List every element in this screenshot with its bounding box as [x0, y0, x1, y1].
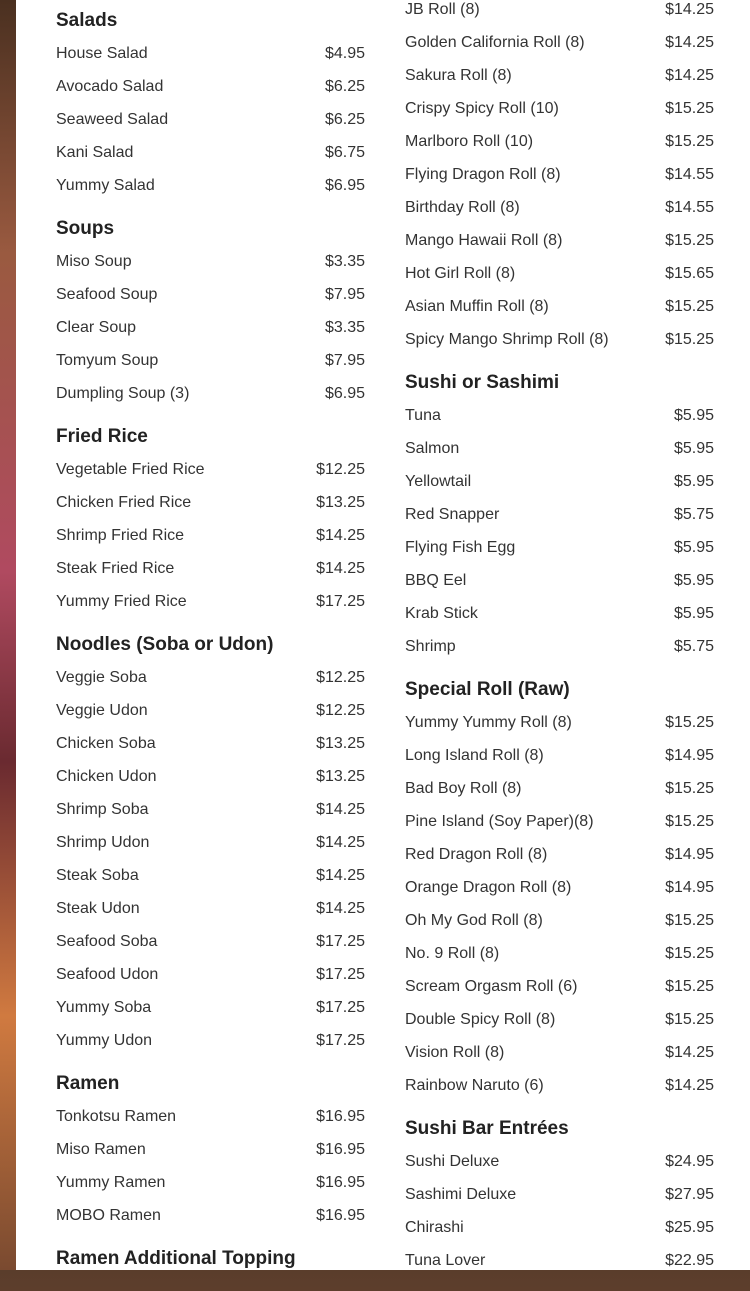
menu-item-name: Kani Salad: [56, 143, 134, 161]
menu-item-name: Bad Boy Roll (8): [405, 779, 522, 797]
menu-item: [405, 531, 714, 564]
menu-item-name: Birthday Roll (8): [405, 198, 520, 216]
menu-item-name: Rainbow Naruto (6): [405, 1076, 544, 1094]
menu-item: [56, 585, 365, 618]
menu-item-price: $14.55: [665, 165, 714, 183]
menu-item-price: $5.95: [673, 571, 714, 589]
menu-item: [56, 661, 365, 694]
menu-item-price: $15.25: [665, 977, 714, 995]
menu-item: [56, 760, 365, 793]
menu-item: [56, 486, 365, 519]
menu-item-name: Tuna: [405, 406, 441, 424]
section-title: Sushi or Sashimi: [405, 372, 560, 393]
section-title: Salads: [56, 10, 118, 31]
menu-item-name: Veggie Soba: [56, 668, 147, 686]
menu-item-name: House Salad: [56, 44, 148, 62]
menu-item-price: $17.25: [316, 998, 365, 1016]
menu-item-name: Miso Soup: [56, 252, 132, 270]
menu-item: [405, 706, 714, 739]
menu-item-price: $15.25: [665, 99, 714, 117]
menu-item-name: Double Spicy Roll (8): [405, 1010, 556, 1028]
menu-item-name: Golden California Roll (8): [405, 33, 585, 51]
menu-item-name: Yummy Fried Rice: [56, 592, 187, 610]
menu-item: [405, 498, 714, 531]
menu-item-name: Yummy Soba: [56, 998, 152, 1016]
menu-item-price: $3.35: [324, 252, 365, 270]
section-title: Fried Rice: [56, 426, 148, 447]
menu-item-name: Flying Fish Egg: [405, 538, 516, 556]
menu-item-name: Chicken Udon: [56, 767, 157, 785]
menu-item: [56, 859, 365, 892]
menu-item-price: $14.95: [665, 878, 714, 896]
menu-item-price: $15.25: [665, 911, 714, 929]
menu-item-price: $7.95: [324, 285, 365, 303]
menu-item: [56, 103, 365, 136]
menu-item-price: $14.25: [665, 66, 714, 84]
menu-item-name: Marlboro Roll (10): [405, 132, 534, 150]
menu-item-name: Steak Fried Rice: [56, 559, 175, 577]
menu-item-price: $15.25: [665, 297, 714, 315]
menu-item: [405, 937, 714, 970]
menu-item: [56, 136, 365, 169]
menu-section-sushi-or-sashimi: [405, 370, 714, 663]
menu-item-price: $12.25: [316, 701, 365, 719]
menu-item: [56, 453, 365, 486]
menu-item-price: $22.95: [665, 1251, 714, 1269]
menu-item: [405, 1036, 714, 1069]
menu-item-price: $17.25: [316, 932, 365, 950]
menu-item: [405, 805, 714, 838]
menu-item-name: No. 9 Roll (8): [405, 944, 500, 962]
menu-item-name: MOBO Ramen: [56, 1206, 161, 1224]
menu-item-name: Mango Hawaii Roll (8): [405, 231, 563, 249]
menu-item-price: $5.95: [673, 406, 714, 424]
menu-item-name: Spicy Mango Shrimp Roll (8): [405, 330, 609, 348]
menu-item-price: $17.25: [316, 592, 365, 610]
menu-item-price: $25.95: [665, 1218, 714, 1236]
menu-section-continued: [405, 0, 714, 356]
menu-item-price: $15.25: [665, 132, 714, 150]
menu-item: [56, 169, 365, 202]
menu-item: [56, 727, 365, 760]
menu-item-price: $5.75: [673, 637, 714, 655]
menu-item: [56, 826, 365, 859]
menu-item-price: $16.95: [316, 1140, 365, 1158]
menu-section-ramen-additional-topping: [56, 1246, 365, 1272]
menu-item-price: $14.25: [665, 1076, 714, 1094]
menu-item-price: $16.95: [316, 1107, 365, 1125]
menu-item-name: Sushi Deluxe: [405, 1152, 500, 1170]
menu-item: [405, 191, 714, 224]
menu-item-name: BBQ Eel: [405, 571, 467, 589]
menu-item: [405, 0, 714, 26]
menu-item-name: Seafood Soup: [56, 285, 158, 303]
menu-item-name: Vegetable Fried Rice: [56, 460, 205, 478]
menu-item: [405, 224, 714, 257]
menu-item-name: JB Roll (8): [405, 0, 480, 18]
menu-item: [405, 1003, 714, 1036]
menu-item-price: $15.65: [665, 264, 714, 282]
menu-item: [56, 1100, 365, 1133]
menu-item-name: Chirashi: [405, 1218, 464, 1236]
menu-item-price: $14.95: [665, 845, 714, 863]
menu-item-price: $15.25: [665, 944, 714, 962]
menu-item-name: Scream Orgasm Roll (6): [405, 977, 578, 995]
menu-item-price: $13.25: [316, 767, 365, 785]
menu-item-name: Shrimp Soba: [56, 800, 149, 818]
menu-item-name: Veggie Udon: [56, 701, 148, 719]
menu-item: [405, 125, 714, 158]
menu-item: [56, 958, 365, 991]
menu-item-price: $15.25: [665, 713, 714, 731]
menu-item-price: $16.95: [316, 1206, 365, 1224]
background-strip: [0, 0, 16, 1270]
menu-item: [56, 311, 365, 344]
menu-item-price: $5.75: [673, 505, 714, 523]
menu-item-price: $14.25: [665, 33, 714, 51]
menu-item-price: $14.25: [665, 0, 714, 18]
menu-item-price: $14.25: [316, 526, 365, 544]
menu-item: [405, 970, 714, 1003]
menu-item-price: $17.25: [316, 965, 365, 983]
menu-item: [56, 1133, 365, 1166]
menu-item-name: Sakura Roll (8): [405, 66, 512, 84]
menu-item-price: $13.25: [316, 493, 365, 511]
menu-item-name: Seaweed Salad: [56, 110, 169, 128]
menu-item: [405, 1145, 714, 1178]
menu-item-name: Yummy Salad: [56, 176, 155, 194]
section-title: Soups: [56, 218, 115, 239]
menu-item-price: $17.25: [316, 1031, 365, 1049]
menu-section-special-roll-raw: [405, 677, 714, 1102]
section-title: Sushi Bar Entrées: [405, 1118, 569, 1139]
menu-item-name: Seafood Soba: [56, 932, 158, 950]
menu-item: [405, 257, 714, 290]
menu-item-name: Long Island Roll (8): [405, 746, 544, 764]
menu-item: [405, 323, 714, 356]
menu-section-fried-rice: [56, 424, 365, 618]
menu-item: [56, 70, 365, 103]
menu-item-name: Steak Udon: [56, 899, 140, 917]
menu-item: [56, 245, 365, 278]
menu-item-name: Shrimp: [405, 637, 456, 655]
menu-item-name: Yellowtail: [405, 472, 472, 490]
menu-item: [56, 1166, 365, 1199]
menu-item-name: Tuna Lover: [405, 1251, 486, 1269]
menu-section-noodles-soba-or-udon: [56, 632, 365, 1057]
menu-item-price: $5.95: [673, 472, 714, 490]
menu-column-right: [405, 0, 714, 1291]
menu-item-price: $15.25: [665, 1010, 714, 1028]
menu-item-name: Shrimp Fried Rice: [56, 526, 185, 544]
menu-item: [56, 694, 365, 727]
menu-item: [405, 1069, 714, 1102]
menu-item-name: Pine Island (Soy Paper)(8): [405, 812, 594, 830]
menu-item-price: $12.25: [316, 668, 365, 686]
menu-item: [405, 597, 714, 630]
menu-item: [405, 158, 714, 191]
menu-item-price: $14.95: [665, 746, 714, 764]
menu-item: [405, 290, 714, 323]
menu-item: [56, 793, 365, 826]
menu-item-name: Salmon: [405, 439, 460, 457]
menu-item: [405, 904, 714, 937]
menu-item-price: $16.95: [316, 1173, 365, 1191]
menu-item: [405, 772, 714, 805]
menu-item-price: $14.25: [316, 899, 365, 917]
section-title: Special Roll (Raw): [405, 679, 570, 700]
menu-item-price: $15.25: [665, 812, 714, 830]
menu-item-price: $15.25: [665, 779, 714, 797]
menu-item: [56, 991, 365, 1024]
menu-item: [56, 344, 365, 377]
menu-item: [405, 399, 714, 432]
menu-item-name: Crispy Spicy Roll (10): [405, 99, 559, 117]
menu-item: [405, 838, 714, 871]
menu-item-name: Chicken Soba: [56, 734, 156, 752]
section-title: Noodles (Soba or Udon): [56, 634, 274, 655]
menu-item-name: Krab Stick: [405, 604, 478, 622]
menu-item-price: $14.55: [665, 198, 714, 216]
menu-item-price: $5.95: [673, 604, 714, 622]
menu-section-soups: [56, 216, 365, 410]
menu-item-name: Yummy Yummy Roll (8): [405, 713, 572, 731]
menu-item-price: $14.25: [316, 800, 365, 818]
menu-item-price: $5.95: [673, 538, 714, 556]
menu-item: [56, 892, 365, 925]
menu-item: [56, 278, 365, 311]
menu-item: [56, 377, 365, 410]
menu-item: [405, 432, 714, 465]
menu-item-name: Sashimi Deluxe: [405, 1185, 517, 1203]
menu-item: [405, 1244, 714, 1277]
menu-item: [405, 564, 714, 597]
menu-item: [405, 1178, 714, 1211]
menu-item: [405, 630, 714, 663]
menu-item: [56, 1199, 365, 1232]
menu-item: [56, 1024, 365, 1057]
menu-item-price: $27.95: [665, 1185, 714, 1203]
section-title: Ramen: [56, 1073, 120, 1094]
menu-item: [405, 26, 714, 59]
menu-item: [405, 871, 714, 904]
menu-item-price: $15.25: [665, 231, 714, 249]
menu-item-name: Oh My God Roll (8): [405, 911, 543, 929]
menu-item-name: Flying Dragon Roll (8): [405, 165, 561, 183]
menu-item-price: $7.95: [324, 351, 365, 369]
menu-item: [405, 465, 714, 498]
menu-column-left: [56, 8, 365, 1286]
menu-item: [56, 37, 365, 70]
menu-item-name: Red Snapper: [405, 505, 500, 523]
menu-section-salads: [56, 8, 365, 202]
menu-item-name: Dumpling Soup (3): [56, 384, 190, 402]
menu-item-name: Tomyum Soup: [56, 351, 159, 369]
menu-item-name: Steak Soba: [56, 866, 139, 884]
menu-item-price: $13.25: [316, 734, 365, 752]
menu-item: [405, 59, 714, 92]
menu-item-name: Yummy Udon: [56, 1031, 153, 1049]
menu-item-price: $5.95: [673, 439, 714, 457]
menu-item: [56, 925, 365, 958]
menu-item-price: $6.75: [324, 143, 365, 161]
menu-item-price: $6.25: [324, 77, 365, 95]
menu-item-name: Clear Soup: [56, 318, 137, 336]
menu-item-name: Shrimp Udon: [56, 833, 150, 851]
menu-item-price: $14.25: [316, 833, 365, 851]
menu-item-price: $6.25: [324, 110, 365, 128]
menu-item: [56, 519, 365, 552]
section-title: Ramen Additional Topping: [56, 1248, 296, 1269]
menu-item: [405, 739, 714, 772]
menu-item-price: $3.35: [324, 318, 365, 336]
menu-item-name: Yummy Ramen: [56, 1173, 166, 1191]
menu-item-price: $6.95: [324, 384, 365, 402]
menu-item: [405, 92, 714, 125]
menu-item-price: $12.25: [316, 460, 365, 478]
menu-item-name: Hot Girl Roll (8): [405, 264, 516, 282]
menu-item-name: Tonkotsu Ramen: [56, 1107, 177, 1125]
menu-item: [56, 552, 365, 585]
menu-item-name: Vision Roll (8): [405, 1043, 505, 1061]
menu-item-name: Miso Ramen: [56, 1140, 146, 1158]
menu-section-sushi-bar-entr-es: [405, 1116, 714, 1277]
menu-item-price: $15.25: [665, 330, 714, 348]
menu-item-name: Asian Muffin Roll (8): [405, 297, 549, 315]
menu-item-name: Seafood Udon: [56, 965, 159, 983]
menu-item: [405, 1211, 714, 1244]
menu-section-ramen: [56, 1071, 365, 1232]
menu-item-name: Chicken Fried Rice: [56, 493, 192, 511]
menu-item-price: $24.95: [665, 1152, 714, 1170]
menu-item-price: $6.95: [324, 176, 365, 194]
menu-item-price: $4.95: [324, 44, 365, 62]
menu-item-name: Avocado Salad: [56, 77, 164, 95]
menu-item-price: $14.25: [665, 1043, 714, 1061]
menu-item-name: Red Dragon Roll (8): [405, 845, 548, 863]
menu-item-price: $14.25: [316, 559, 365, 577]
menu-item-price: $14.25: [316, 866, 365, 884]
menu-item-name: Orange Dragon Roll (8): [405, 878, 572, 896]
